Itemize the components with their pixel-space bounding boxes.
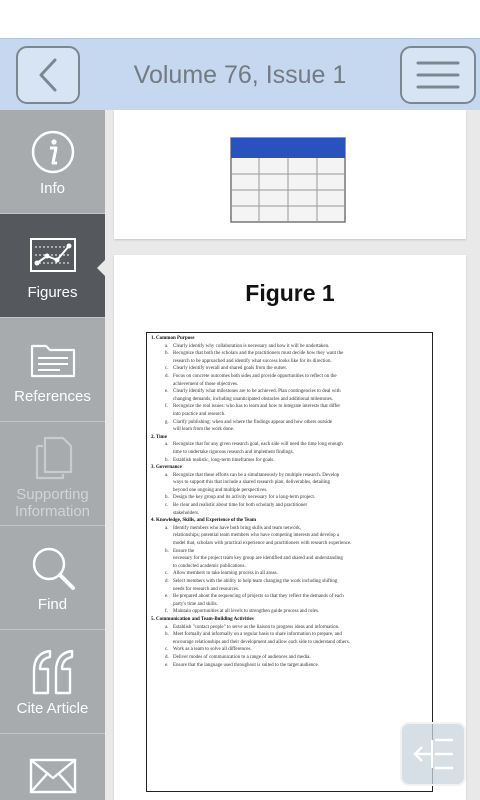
sidebar-item-figures[interactable] — [0, 214, 105, 318]
figure-text-line — [151, 358, 428, 366]
sidebar-item-find[interactable] — [0, 526, 105, 630]
figure-text-line — [151, 540, 428, 548]
figure-line-label: a. — [165, 472, 169, 478]
figure-text-line — [151, 449, 428, 457]
figure-text-line — [151, 525, 428, 533]
figure-line-number: 4. — [151, 518, 155, 524]
figure-line-label: f. — [165, 609, 168, 615]
figure-text-line — [151, 396, 428, 404]
figure-line-text: Clearly identify why collaboration is necessary and how it will be undertaken. — [173, 343, 330, 349]
figure-section-heading — [151, 464, 428, 472]
figure-line-text: relationships; potential team members who have competing interests and develop a — [173, 533, 340, 539]
figure-line-text: Focus on concrete outcomes both sides and provide opportunities to reflect on the — [173, 373, 337, 379]
figure-text-line — [151, 570, 428, 578]
figure-text-line — [151, 563, 428, 571]
figure-line-text: Meet formally and informally on a regular basis to share information to prepare, and — [173, 632, 342, 638]
figure-text-line — [151, 532, 428, 540]
figure-section-heading — [151, 434, 428, 442]
page-title: Volume 76, Issue 1 — [133, 61, 347, 89]
figure-text-line — [151, 441, 428, 449]
figure-line-text: Maintain opportunities at all levels to strengthen guide process and roles. — [173, 609, 320, 615]
figure-line-text: stakeholders. — [173, 510, 200, 516]
figure-line-text: Knowledge, Skills, and Experience of the Team — [156, 518, 257, 524]
supporting-info-copy-icon — [33, 436, 73, 480]
figure-line-text: Recognize that both the scholars and the practitioners must decide how they want the — [173, 351, 344, 357]
figure-text-line — [151, 654, 428, 662]
figure-line-text: necessary for the project team key group are identified and shared and understanding — [173, 556, 343, 562]
figure-text-line — [151, 601, 428, 609]
figure-text-line — [151, 487, 428, 495]
figure-line-label: d. — [165, 579, 169, 584]
figure-line-text: Ensure the — [173, 548, 195, 554]
figure-line-number: 3. — [151, 465, 155, 471]
figure-title: Figure 1 — [245, 280, 335, 306]
figure-text-line — [151, 578, 428, 586]
figure-text-line — [151, 350, 428, 358]
figure-text-line — [151, 662, 428, 670]
search-icon — [29, 544, 77, 592]
figure-line-label: b. — [165, 351, 169, 357]
app-header — [0, 38, 480, 110]
figure-text-line — [151, 388, 428, 396]
figure-text-line — [151, 457, 428, 465]
content-area — [105, 110, 480, 800]
figure-line-text: needs for research and resources. — [173, 586, 240, 592]
figure-text-line — [151, 502, 428, 510]
sidebar-item-email[interactable] — [0, 734, 105, 800]
figure-text-line — [151, 646, 428, 654]
sidebar-item-label: Find — [37, 596, 68, 613]
figure-section-heading — [151, 335, 428, 343]
figure-line-text: Select members with the ability to help team changing the work including shifting — [173, 579, 338, 584]
figure-text-line — [151, 411, 428, 419]
figure-text-line — [151, 403, 428, 411]
figure-line-text: Establish realistic, long-term timeframes for goals. — [173, 457, 275, 463]
figure-line-text: achievement of those objectives. — [173, 381, 239, 387]
figure-text-line — [151, 555, 428, 563]
figure-line-number: 1. — [151, 336, 155, 341]
figure-text-line — [151, 510, 428, 518]
figure-line-text: Be clear and realistic about time for both scholarly and practitioner — [173, 503, 308, 509]
sidebar-item-label: Cite Article — [16, 700, 89, 717]
back-button[interactable] — [16, 46, 80, 104]
figure-line-label: b. — [165, 632, 169, 638]
figure-line-text: Common Purpose — [156, 336, 195, 341]
figure-text-line — [151, 381, 428, 389]
figure-line-label: b. — [165, 457, 169, 463]
figure-text-line — [151, 479, 428, 487]
figure-line-text: into practice and research. — [173, 411, 226, 417]
quote-icon — [30, 649, 76, 695]
figure-section-heading — [151, 517, 428, 525]
sidebar-item-cite-article[interactable] — [0, 630, 105, 734]
figure-line-text: to conducted academic publications. — [173, 563, 246, 569]
figure-text-line — [151, 373, 428, 381]
sidebar-item-info[interactable] — [0, 110, 105, 214]
toc-collapse-icon — [411, 736, 455, 772]
figure-line-label: c. — [165, 571, 169, 577]
table-thumbnail-card[interactable] — [114, 110, 466, 239]
sidebar-item-label: Figures — [27, 284, 78, 301]
sidebar-item-label: Info — [39, 180, 66, 197]
figure-line-label: a. — [165, 624, 169, 630]
info-icon — [30, 129, 76, 175]
figure-line-text: Be prepared about the sequencing of projects so that they reflect the demands of each — [173, 594, 344, 600]
figure-text-line — [151, 548, 428, 556]
figure-line-text: Clarify publishing: when and where the findings appear and how others outside — [173, 419, 332, 425]
figure-text-line — [151, 639, 428, 647]
figure-line-text: encourage relationships and their development and allow each side to understand others. — [173, 639, 350, 645]
figure-line-text: Communication and Team-Building Activities — [156, 616, 254, 622]
figure-text-line — [151, 419, 428, 427]
sidebar-item-label: Supporting Information — [14, 486, 91, 520]
figure-line-number: 5. — [151, 616, 155, 622]
figure-line-label: e. — [165, 662, 169, 668]
figure-line-label: g. — [165, 419, 169, 425]
figure-line-text: Recognize that for any given research goal, each side will need the time long enough — [173, 442, 343, 448]
figure-line-label: b. — [165, 495, 169, 501]
hamburger-menu-icon — [416, 59, 460, 91]
figure-line-text: Recognize that these efforts can be a simultaneously by multiple research. Develop — [173, 472, 340, 478]
figure-text-line — [151, 624, 428, 632]
references-folder-icon — [30, 340, 76, 380]
figure-image[interactable] — [146, 332, 433, 792]
figure-line-text: Deliver modes of communication to a range of audiences and media. — [173, 654, 311, 660]
figure-line-text: beyond one ongoing and multiple perspectives. — [173, 487, 268, 493]
figure-text-line — [151, 608, 428, 616]
figure-line-label: d. — [165, 654, 169, 660]
figure-text-line — [151, 426, 428, 434]
sidebar-item-references[interactable] — [0, 318, 105, 422]
figure-text-line — [151, 593, 428, 601]
sidebar-item-label: References — [14, 388, 91, 405]
figure-line-text: Governance — [156, 465, 182, 471]
figure-line-label: d. — [165, 373, 169, 379]
figure-line-text: time to undertake rigorous research and implement findings. — [173, 449, 294, 455]
figure-line-text: model that, scholars with practical experience and practitioners with research experience. — [173, 541, 352, 547]
figure-line-label: c. — [165, 503, 169, 509]
status-bar — [0, 0, 480, 38]
toc-button[interactable] — [400, 722, 466, 786]
figure-line-text: ways to support this that include a shared research plan, deliverables, detailing — [173, 480, 331, 486]
figure-text-line — [151, 343, 428, 351]
mail-icon — [29, 758, 77, 794]
figure-line-text: Design the key group and its activity necessary for a long-term project. — [173, 495, 316, 501]
figure-line-label: c. — [165, 647, 169, 653]
table-icon — [230, 137, 346, 223]
figure-line-text: changing demands, including unanticipated obstacles and additional milestones. — [173, 396, 334, 402]
figure-line-label: f. — [165, 404, 168, 410]
figure-text-line — [151, 472, 428, 480]
figure-text-line — [151, 586, 428, 594]
chevron-left-icon — [37, 57, 59, 93]
figure-line-text: Establish "contact people" to serve as the liaison to progress ideas and information. — [173, 624, 340, 630]
figure-text-line — [151, 494, 428, 502]
figure-text-line — [151, 631, 428, 639]
figure-line-text: party's time and skills. — [173, 601, 218, 607]
figure-line-label: a. — [165, 525, 169, 531]
figure-line-text: Work as a team to solve all differences. — [173, 647, 252, 653]
figure-card[interactable] — [114, 255, 466, 800]
figure-line-text: Clearly identify overall and shared goals from the outset. — [173, 366, 287, 372]
active-indicator — [97, 260, 105, 276]
figure-line-text: Clearly identify what milestones are to be achieved. Plan contingencies to deal with — [173, 389, 341, 395]
figure-line-label: a. — [165, 343, 169, 349]
figure-line-text: Recognize the real issues: who has to learn and how to integrate interests that differ — [173, 404, 341, 410]
sidebar-item-supporting-information[interactable] — [0, 422, 105, 526]
figure-line-text: Allow members to take learning process in all areas. — [173, 571, 278, 577]
figure-line-text: will learn from the work done. — [173, 427, 235, 433]
figure-line-label: c. — [165, 366, 169, 372]
figure-line-text: Ensure that the language used throughout is suited to the target audience. — [173, 662, 319, 668]
figure-line-text: research to be approached and identify what success looks like for its direction. — [173, 358, 332, 364]
figure-line-label: e. — [165, 594, 169, 600]
figure-line-text: Identify members who have both bring skills and team network, — [173, 525, 302, 531]
figure-section-heading — [151, 616, 428, 624]
figures-chart-icon — [29, 237, 77, 275]
figure-line-label: e. — [165, 389, 169, 395]
figure-line-label: b. — [165, 548, 169, 554]
menu-button[interactable] — [400, 46, 476, 104]
figure-line-label: a. — [165, 442, 169, 448]
figure-text-line — [151, 365, 428, 373]
sidebar-nav — [0, 110, 105, 800]
figure-line-text: Time — [155, 434, 167, 440]
figure-line-number: 2. — [151, 434, 155, 440]
